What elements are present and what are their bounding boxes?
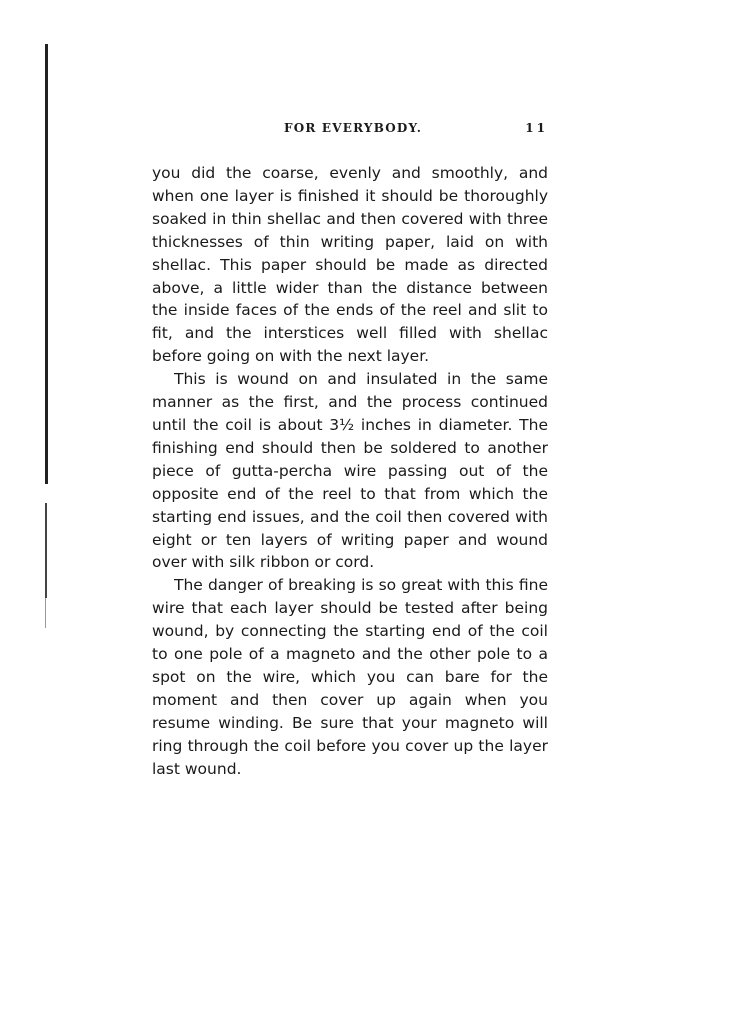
scan-edge-line [45,503,47,598]
paragraph: This is wound on and insulated in the same manner as the first, and the process continued until the coil is about 3½ inches in diameter. The finishing end should then be soldered to another piece of gutta-percha wire passing out of the opposite end of the reel to that from which the starting end issues, and the coil then covered with eight or ten layers of writing paper and wound over with silk ribbon or cord. [152,370,548,572]
body-text [152,162,548,780]
page-number: 11 [525,121,548,135]
scan-edge-line [45,44,48,484]
paragraph: you did the coarse, evenly and smoothly, and when one layer is finished it should be thoroughly soaked in thin shellac and then covered with three thicknesses of thin writing paper, laid on with shellac. This paper should be made as directed above, a little wider than the distance between the inside faces of the ends of the reel and slit to fit, and the interstices well filled with shellac before going on with the next layer. [152,164,548,366]
running-title: FOR EVERYBODY. [284,121,423,135]
paragraph: The danger of breaking is so great with this fine wire that each layer should be tested after being wound, by connecting the starting end of the coil to one pole of a magneto and the other pole to a spot on the wire, which you can bare for the moment and then cover up again when you resume winding. Be sure that your magneto will ring through the coil before you cover up the layer last wound. [152,576,548,778]
scan-edge-line [45,598,46,628]
running-head [152,121,548,141]
